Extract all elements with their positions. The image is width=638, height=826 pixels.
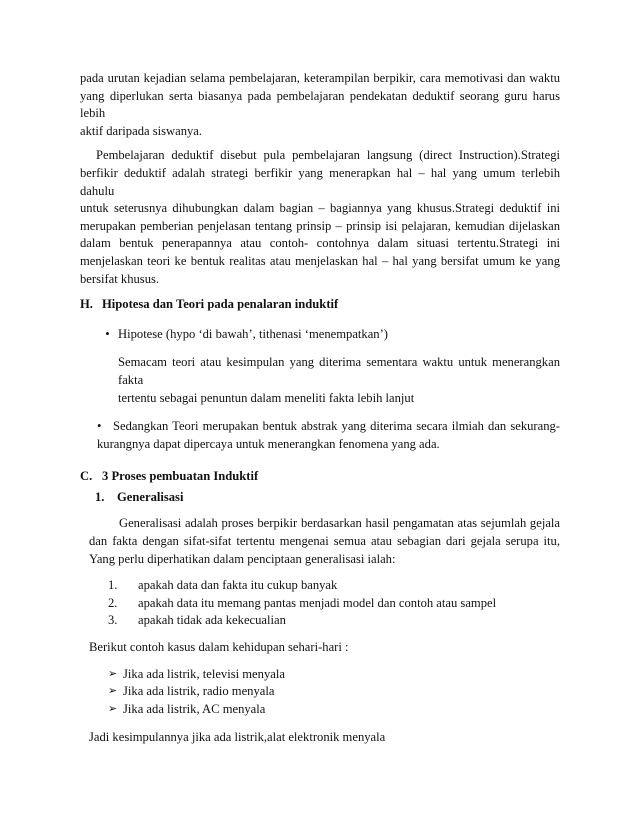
text-line: Semacam teori atau kesimpulan yang diterima sementara waktu untuk menerangkan fakta <box>118 355 560 387</box>
section-label: C. <box>80 469 93 484</box>
list-item <box>108 612 560 630</box>
bullet-dot-icon: • <box>105 326 110 341</box>
text-line: aktif daripada siswanya. <box>80 123 203 138</box>
section-c-heading <box>80 468 560 486</box>
intro-paragraph-1 <box>80 70 560 140</box>
text-line: Pembelajaran deduktif disebut pula pembelajaran langsung (direct Instruction).Strategi <box>96 148 560 163</box>
list-text: Jika ada listrik, televisi menyala <box>123 666 285 681</box>
list-text: apakah tidak ada kekecualian <box>138 613 286 628</box>
bullet-text: Hipotese (hypo ‘di bawah’, tithenasi ‘menempatkan’) <box>118 326 388 341</box>
list-item <box>108 683 560 701</box>
text-line: menjelaskan teori ke bentuk realitas atau menjelaskan hal – hal yang bersifat umum ke yang <box>80 253 560 268</box>
bullet-text: Sedangkan Teori merupakan bentuk abstrak yang diterima secara ilmiah dan sekurang- <box>113 419 560 434</box>
bullet-dot-icon: • <box>97 419 102 434</box>
list-item <box>108 577 560 595</box>
text-line: berfikir deduktif adalah strategi berfikir yang menerapkan hal – hal yang umum terlebih dahulu <box>80 165 560 198</box>
list-number: 2. <box>108 595 118 610</box>
text-line: untuk seterusnya dihubungkan dalam bagian – bagiannya yang khusus.Strategi deduktif ini <box>80 201 560 216</box>
list-text: apakah data itu memang pantas menjadi model dan contoh atau sampel <box>138 595 497 610</box>
intro-paragraph-2 <box>80 147 560 288</box>
numbered-list <box>80 577 560 630</box>
text-line: bersifat khusus. <box>80 271 160 286</box>
text-line: pada urutan kejadian selama pembelajaran, keterampilan berpikir, cara memotivasi dan waktu <box>80 71 560 85</box>
generalisasi-paragraph <box>89 515 560 568</box>
list-item <box>108 701 560 719</box>
bullet-item <box>97 326 560 344</box>
arrow-bullet-icon: ➢ <box>108 667 118 680</box>
document-page <box>80 70 560 747</box>
list-item <box>108 666 560 684</box>
list-number: 3. <box>108 613 118 628</box>
list-text: Jika ada listrik, AC menyala <box>123 701 266 716</box>
list-number: 1. <box>108 578 118 593</box>
bullet-description <box>118 354 560 407</box>
arrow-bullet-icon: ➢ <box>108 685 118 698</box>
list-text: apakah data dan fakta itu cukup banyak <box>138 578 338 593</box>
arrow-bullet-icon: ➢ <box>108 702 118 715</box>
text-line: Yang perlu diperhatikan dalam penciptaan generalisasi ialah: <box>89 551 396 566</box>
example-list <box>80 666 560 719</box>
conclusion: Jadi kesimpulannya jika ada listrik,alat elektronik menyala <box>89 730 386 745</box>
bullet-item <box>97 418 560 453</box>
section-title: 3 Proses pembuatan Induktif <box>102 469 259 484</box>
text-line: Generalisasi adalah proses berpikir berdasarkan hasil pengamatan atas sejumlah gejala <box>119 516 560 531</box>
text-line: dalam bentuk penerapannya atau contoh- contohnya dalam situasi tertentu.Strategi ini <box>80 236 560 251</box>
subsection-heading <box>95 489 560 507</box>
section-label: H. <box>80 297 93 312</box>
text-line: kurangnya dapat dipercaya untuk menerangkan fenomena yang ada. <box>97 436 440 451</box>
example-intro: Berikut contoh kasus dalam kehidupan sehari-hari : <box>89 640 349 655</box>
list-text: Jika ada listrik, radio menyala <box>123 684 275 699</box>
subsection-number: 1. <box>95 489 105 504</box>
list-item <box>108 595 560 613</box>
section-h-heading <box>80 296 560 314</box>
text-line: tertentu sebagai penuntun dalam meneliti fakta lebih lanjut <box>118 390 415 405</box>
text-line: merupakan pemberian penjelasan tentang prinsip – prinsip isi pelajaran, kemudian dijelaskan <box>80 218 560 233</box>
text-line: yang diperlukan serta biasanya pada pembelajaran pendekatan deduktif seorang guru harus lebih <box>80 88 560 121</box>
text-line: dan fakta dengan sifat-sifat tertentu mengenai semua atau sebagian dari gejala serupa itu, <box>89 534 560 549</box>
subsection-title: Generalisasi <box>117 489 184 504</box>
section-title: Hipotesa dan Teori pada penalaran induktif <box>102 297 339 312</box>
text-line <box>97 418 560 436</box>
